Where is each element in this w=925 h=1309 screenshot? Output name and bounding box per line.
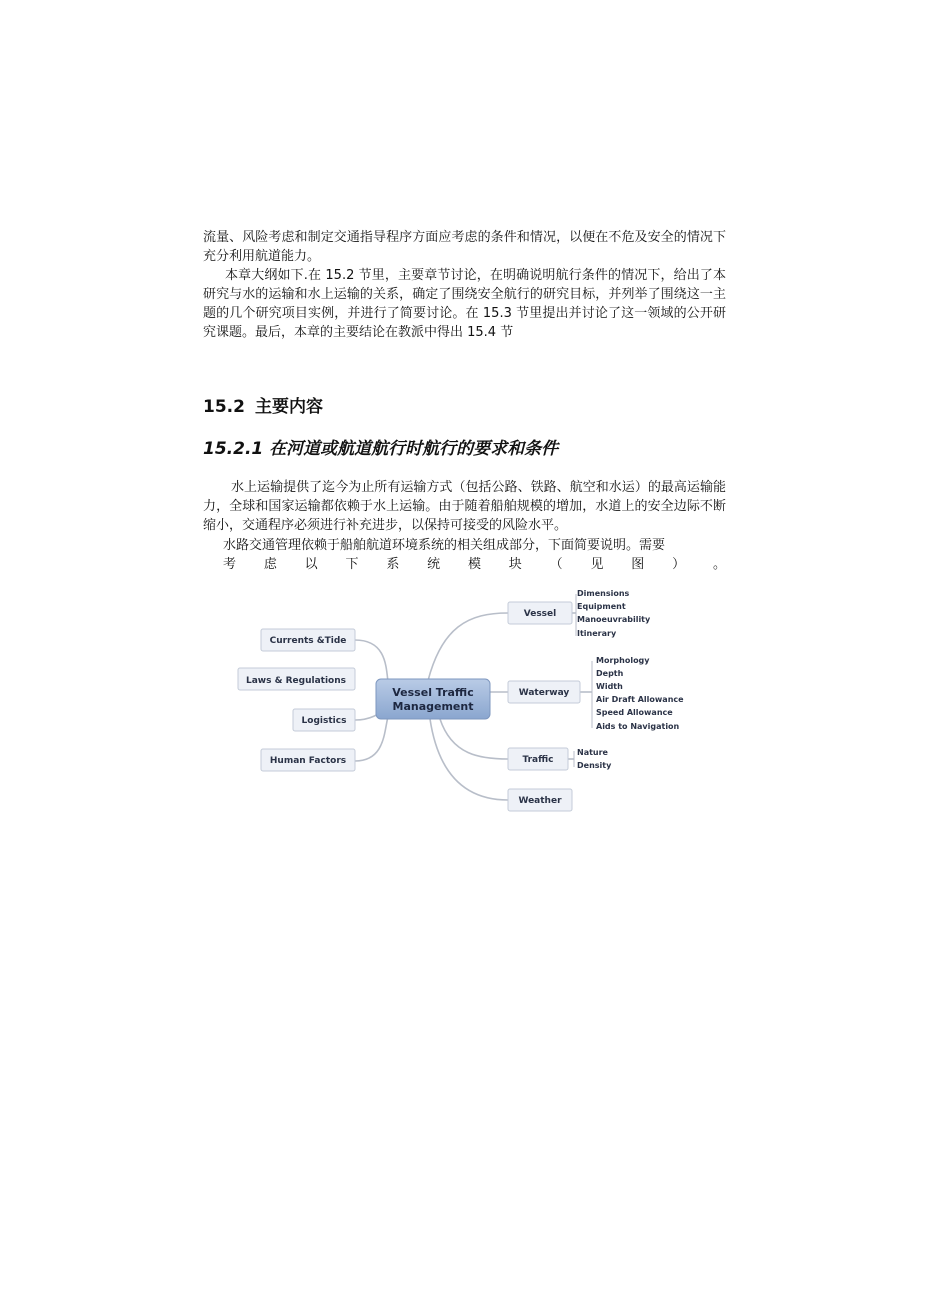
right-node-label: Traffic <box>522 755 554 765</box>
char: 见 <box>590 557 604 572</box>
center-node-line-1: Vessel Traffic <box>392 686 474 699</box>
center-node <box>376 679 490 719</box>
paragraph-2: 本章大纲如下.在 15.2 节里，主要章节讨论，在明确说明航行条件的情况下，给出了本研究与水的运输和水上运输的关系，确定了围绕安全航行的研究目标，并列举了围绕这一主题的几个研究项目实例，并进行了简要讨论。在 15.3 节里提出并讨论了这一领域的公开研究课题。最后，本章的主要结论在教派中得出 15.4 节 <box>203 268 726 340</box>
left-node-label: Logistics <box>301 716 347 726</box>
char: ） <box>672 557 686 572</box>
connector-right-vessel <box>426 613 508 689</box>
char: 模 <box>467 557 481 572</box>
right-node-label: Weather <box>518 796 562 806</box>
left-node-label: Laws & Regulations <box>246 676 346 686</box>
section-number: 15.2 <box>203 397 245 417</box>
vessel-item: Itinerary <box>577 629 617 638</box>
vessel-item: Equipment <box>577 602 626 611</box>
waterway-item: Aids to Navigation <box>596 722 680 731</box>
traffic-items <box>577 748 612 770</box>
char: 统 <box>427 557 441 572</box>
left-node-currents <box>261 629 355 651</box>
paragraph-4-line-2 <box>203 555 726 574</box>
paragraph-1: 流量、风险考虑和制定交通指导程序方面应考虑的条件和情况，以便在不危及安全的情况下充分利用航道能力。 <box>203 230 726 264</box>
waterway-item: Air Draft Allowance <box>596 695 684 704</box>
left-node-laws <box>238 668 355 690</box>
vessel-items <box>577 589 651 638</box>
left-node-label: Human Factors <box>269 756 347 766</box>
vessel-traffic-mindmap <box>230 585 700 820</box>
traffic-item: Density <box>577 761 612 770</box>
right-node-vessel <box>508 602 572 624</box>
right-node-label: Vessel <box>523 609 557 619</box>
right-node-weather <box>508 789 572 811</box>
right-node-label: Waterway <box>518 688 570 698</box>
char: 下 <box>345 557 359 572</box>
center-node-box <box>376 679 490 719</box>
waterway-item: Morphology <box>596 656 650 665</box>
char: （ <box>549 557 563 572</box>
char: 虑 <box>263 557 277 572</box>
paragraph-4 <box>203 536 726 574</box>
char: 以 <box>304 557 318 572</box>
char: 系 <box>386 557 400 572</box>
connector-right-weather <box>430 719 508 800</box>
traffic-item: Nature <box>577 748 608 757</box>
subsection-heading: 15.2.1 在河道或航道航行时航行的要求和条件 <box>203 439 559 459</box>
vessel-item: Manoeuvrability <box>577 615 651 624</box>
connector-right-traffic <box>440 719 508 759</box>
right-node-traffic <box>508 748 568 770</box>
char: 。 <box>712 557 726 572</box>
section-heading <box>203 392 323 417</box>
center-node-line-2: Management <box>392 700 474 713</box>
paragraph-3: 水上运输提供了迄今为止所有运输方式（包括公路、铁路、航空和水运）的最高运输能力，全球和国家运输都依赖于水上运输。由于随着船舶规模的增加，水道上的安全边际不断缩小，交通程序必须进行补充进步，以保持可接受的风险水平。 <box>203 480 726 533</box>
left-node-label: Currents &Tide <box>269 636 347 646</box>
waterway-item: Width <box>596 682 623 691</box>
section-title: 主要内容 <box>254 397 323 417</box>
char: 考 <box>223 557 237 572</box>
waterway-item: Depth <box>596 669 624 678</box>
left-node-human-factors <box>261 749 355 771</box>
char: 图 <box>631 557 645 572</box>
paragraph-4-line-1: 水路交通管理依赖于船舶航道环境系统的相关组成部分，下面简要说明。需要 <box>223 538 666 553</box>
waterway-item: Speed Allowance <box>596 708 673 717</box>
char: 块 <box>508 557 522 572</box>
left-node-logistics <box>293 709 355 731</box>
right-node-waterway <box>508 681 580 703</box>
waterway-items <box>596 656 684 731</box>
vessel-item: Dimensions <box>577 589 630 598</box>
